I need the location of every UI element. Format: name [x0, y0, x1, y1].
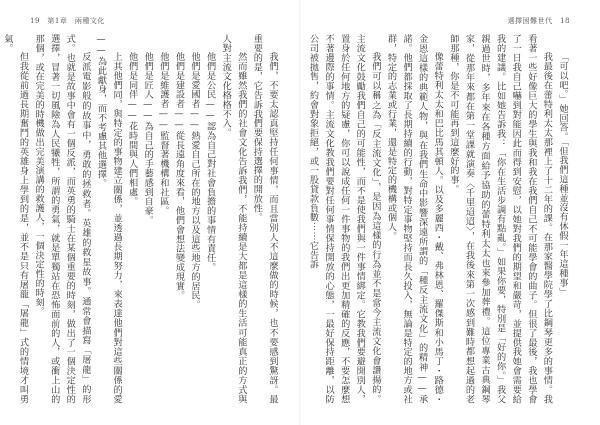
paragraph: 他們是建設者——從長遠角度來看，他們會想法變成現實。 — [173, 52, 185, 301]
paragraph: 然而雖然我們的社會文化告訴我們，不能持續是大都是這樣的生活可能真正的方式與人對主流文化格格不入。 — [220, 34, 247, 404]
paragraph: 他們是愛國者——熱愛自己所在的地方以及這些地方的居民。 — [189, 52, 201, 310]
paragraph: 我們，不要太認真堅持任何事情，而且當別人不這麼做的時候，也不要感到驚訝。最重要的是，它告訴我們要保持選擇的開放性。 — [251, 34, 278, 404]
left-page-body — [1, 34, 280, 404]
paragraph: 他們是匠人——為自己的手藝感到自豪。 — [142, 52, 154, 226]
paragraph: 上其他們同，與特定的事物建立關係，並透過長期努力，來表達他們對這些關係的愛——為此獻身，而不考慮其他選擇。 — [95, 34, 123, 404]
paragraph: 我最後在蕾特利太太那裡上了十二年的課。在那家醫學院學了比鋼琴更多的事情。我看著一些好像巨大的學生與我和我在我們自己不可能學會的曲子。但很了最後，我也學會了一日我自己嚇到對能因此而得到安慰，以她對我們的期望和嚴苛，並提供我她會需要給我的建議。比如她告訴我：「你在生活步調有點亂。」如果你要，特別是「好的你。」我父親過世時，多年來在各種方面給予協助的蕾特利太太也來參加葬禮。這位專業古典鋼琴家，從那年來都在第一堂課就演奏〈千里迢迢〉，在我後來第一次感到難時都想起過的老師那種，你是不可能再到這麼好的事。 — [447, 34, 553, 404]
paragraph: 他們是維護者——監督著機構和社區。 — [157, 52, 169, 216]
left-page-header: 19 第1章 兩種文化 — [30, 17, 105, 25]
right-page-header: 選擇困難世代 18 — [507, 17, 570, 25]
left-page-text — [1, 34, 280, 404]
paragraph: 我們可以稱之為「反主流文化」，是因為這樣的行為並不是當今主流文化會讚揚的。主流文化鼓勵我們自己的可能性，而不是使我們與一件事情綁定。它教我們要避開別人，置身於任何地方的疑慮，你可以說成任何一件事物的我們出更加精確的反應，不要怎麼想不著邊際的事情。主流文化教我們要對任何事情保持開放的心態，一最好保持距離，以防公司被拋售，約會對象拒絕，或一股貸款負數⋯⋯它告訴 — [307, 34, 381, 404]
page-gutter — [299, 0, 301, 425]
paragraph: 但我從前過長期奮鬥的英雄身上學到的是，並不是只有屠龍「屠龍」式的情境才叫勇氣。 — [1, 34, 29, 404]
paragraph: 他們是同伴——花時間與人們相處。 — [126, 52, 138, 207]
right-page-text — [307, 34, 570, 404]
paragraph: 像蕾特利太太和巴比馬其頓人。以及多麗西・戴、弗林恩、羅傑斯和小馬丁・路德・金恩這樣的典範人物，與在我們生命中影響深遠所謂的「種反主流文化」的精神——承諾。他們都採取了長期持續的行動，對特定事物堅持而長久投入，無論是特定的地方或社群，特定的志業或行業，還是特定的機構或個人。 — [385, 34, 444, 404]
paragraph: 他們是公民——認為自己對社會負擔的事情有責任。 — [204, 52, 216, 273]
paragraph: 「可以吧。」她回答。「但我們這種並沒有休假一年這種事」 — [557, 52, 568, 297]
paragraph: 反派電影般的故事中，勇敢的拯救者。英雄的救星故事。通常會描寫「屠龍」的形式。也就是故事中會有一個反派，而英勇的騎士在某個重要的時刻，做出了一個決定性的選擇，冒著一切風險為人民犧牲，所謂的勇氣，就是單獨站在恐怖面前的人，或衝上山的那個，或在完美的時機做出完美演講的救護人，一個決定性的時刻。 — [33, 34, 91, 404]
right-page-body — [307, 34, 570, 404]
